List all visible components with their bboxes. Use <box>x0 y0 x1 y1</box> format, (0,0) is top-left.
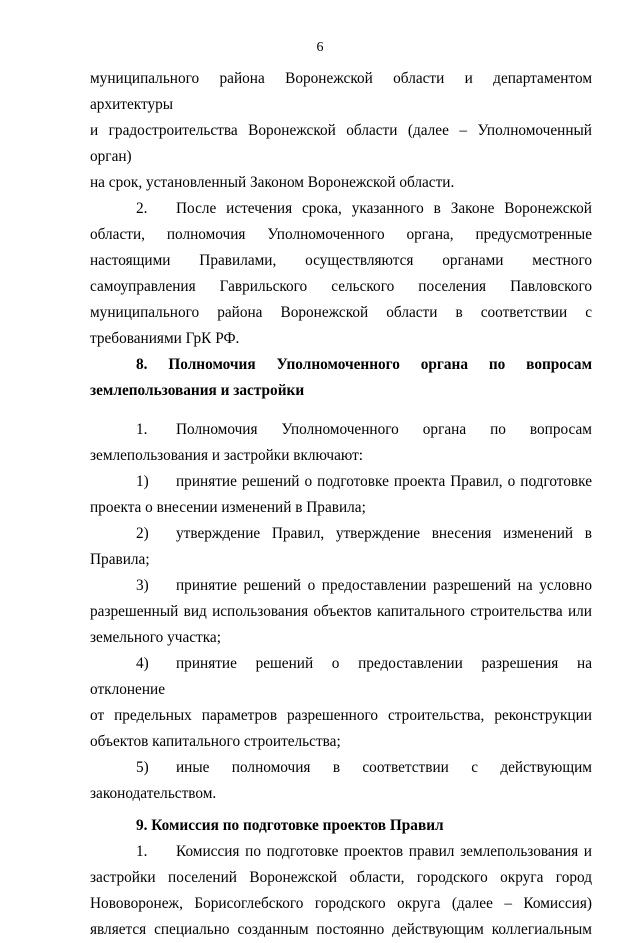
list-item-4 <box>90 651 592 703</box>
list-item-2 <box>90 521 592 547</box>
s9-paragraph-1 <box>90 839 592 865</box>
text-line: от предельных параметров разрешенного строительства, реконструкции <box>90 707 592 724</box>
text-span: Комиссия по подготовке проектов правил землепользования и <box>176 843 592 860</box>
text-line: самоуправления Гаврильского сельского поселения Павловского <box>90 278 592 295</box>
section-8-heading-cont: землепользования и застройки <box>90 382 305 399</box>
list-item-3 <box>90 573 592 599</box>
text-line: муниципального района Воронежской области в соответствии с <box>90 304 592 321</box>
text-line: земельного участка; <box>90 629 221 646</box>
item-number: 3) <box>136 577 149 594</box>
text-span: принятие решений о подготовке проекта Правил, о подготовке <box>176 473 592 490</box>
text-line: настоящими Правилами, осуществляются органами местного <box>90 252 592 269</box>
text-span: После истечения срока, указанного в Законе Воронежской <box>176 200 592 217</box>
text-line: разрешенный вид использования объектов капитального строительства или <box>90 603 592 620</box>
item-number: 4) <box>136 655 149 672</box>
text-line: на срок, установленный Законом Воронежской области. <box>90 174 455 191</box>
item-number: 5) <box>136 759 149 776</box>
text-line: законодательством. <box>90 785 217 802</box>
text-line: проекта о внесении изменений в Правила; <box>90 499 366 516</box>
section-9-heading: 9. Комиссия по подготовке проектов Правил <box>136 817 444 834</box>
document-body <box>90 66 592 943</box>
text-line: является специально созданным постоянно действующим коллегиальным <box>90 921 592 938</box>
list-item-5 <box>90 755 592 781</box>
text-line: и градостроительства Воронежской области (далее – Уполномоченный орган) <box>90 122 592 165</box>
text-span: принятие решений о предоставлении разрешений на условно <box>176 577 592 594</box>
paragraph-2-line <box>90 196 592 222</box>
text-line: землепользования и застройки включают: <box>90 447 364 464</box>
list-item-1 <box>90 469 592 495</box>
section-8-heading: 8. Полномочия Уполномоченного органа по вопросам <box>136 356 592 373</box>
text-span: иные полномочия в соответствии с действующим <box>176 759 592 776</box>
text-line: Правила; <box>90 551 150 568</box>
spacer <box>90 404 592 417</box>
item-number: 2) <box>136 525 149 542</box>
paragraph-number: 1. <box>136 843 148 860</box>
text-span: Полномочия Уполномоченного органа по вопросам <box>176 421 592 438</box>
s8-paragraph-1 <box>90 417 592 443</box>
paragraph-number: 2. <box>136 200 148 217</box>
page-number: 6 <box>316 40 324 55</box>
text-line: объектов капитального строительства; <box>90 733 341 750</box>
text-line: области, полномочия Уполномоченного органа, предусмотренные <box>90 226 592 243</box>
text-line: застройки поселений Воронежской области, городского округа город <box>90 869 592 886</box>
text-line: Нововоронеж, Борисоглебского городского округа (далее – Комиссия) <box>90 895 592 912</box>
text-line: муниципального района Воронежской области и департаментом архитектуры <box>90 70 592 113</box>
text-line: требованиями ГрК РФ. <box>90 330 240 347</box>
item-number: 1) <box>136 473 149 490</box>
text-span: принятие решений о предоставлении разрешения на отклонение <box>90 655 592 698</box>
paragraph-number: 1. <box>136 421 148 438</box>
text-span: утверждение Правил, утверждение внесения изменений в <box>176 525 592 542</box>
